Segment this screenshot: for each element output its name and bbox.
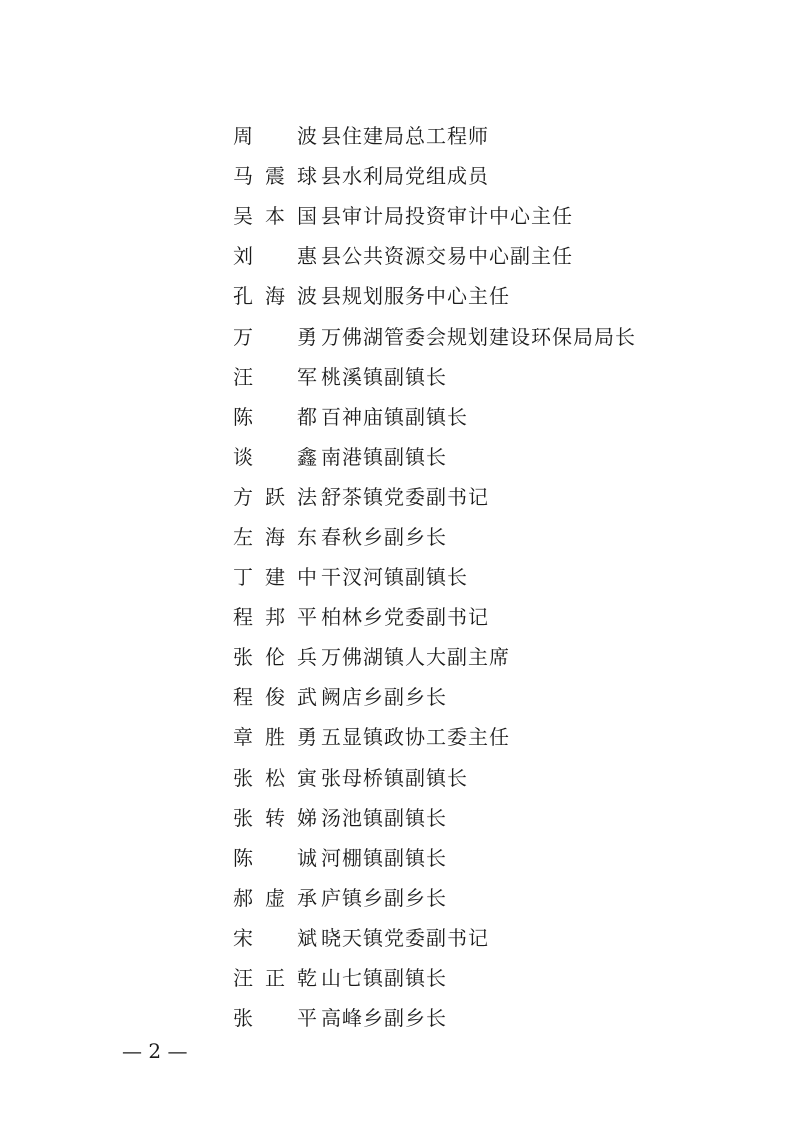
- member-name: 左海东: [233, 524, 317, 549]
- member-title: 桃溪镇副镇长: [321, 364, 447, 389]
- member-name: 马震球: [233, 164, 317, 189]
- member-title: 庐镇乡副乡长: [321, 885, 447, 910]
- member-title: 舒茶镇党委副书记: [321, 484, 489, 509]
- roster-row: [233, 637, 636, 677]
- roster-row: [233, 878, 636, 918]
- member-title: 河棚镇副镇长: [321, 845, 447, 870]
- member-title: 百神庙镇副镇长: [321, 404, 468, 429]
- roster-row: [233, 597, 636, 637]
- roster-row: [233, 717, 636, 757]
- roster-row: [233, 958, 636, 998]
- roster-row: [233, 477, 636, 517]
- roster-row: [233, 156, 636, 196]
- member-name: 刘惠: [233, 244, 317, 269]
- member-name: 陈都: [233, 404, 317, 429]
- member-name: 程俊武: [233, 685, 317, 710]
- member-title: 县水利局党组成员: [321, 164, 489, 189]
- member-title: 南港镇副镇长: [321, 444, 447, 469]
- member-name: 万勇: [233, 324, 317, 349]
- member-name: 孔海波: [233, 284, 317, 309]
- roster-row: [233, 357, 636, 397]
- member-name: 章胜勇: [233, 725, 317, 750]
- member-title: 高峰乡副乡长: [321, 1006, 447, 1031]
- roster-row: [233, 437, 636, 477]
- member-name: 吴本国: [233, 204, 317, 229]
- roster-row: [233, 517, 636, 557]
- member-title: 县规划服务中心主任: [321, 284, 510, 309]
- roster-row: [233, 236, 636, 276]
- roster-row: [233, 918, 636, 958]
- member-title: 张母桥镇副镇长: [321, 765, 468, 790]
- roster-row: [233, 397, 636, 437]
- member-title: 万佛湖管委会规划建设环保局局长: [321, 324, 636, 349]
- roster-row: [233, 316, 636, 356]
- member-name: 周波: [233, 124, 317, 149]
- roster-row: [233, 557, 636, 597]
- member-title: 汤池镇副镇长: [321, 805, 447, 830]
- member-title: 晓天镇党委副书记: [321, 925, 489, 950]
- member-name: 谈鑫: [233, 444, 317, 469]
- member-title: 春秋乡副乡长: [321, 524, 447, 549]
- member-name: 宋斌: [233, 925, 317, 950]
- member-title: 县审计局投资审计中心主任: [321, 204, 573, 229]
- roster-row: [233, 116, 636, 156]
- member-name: 汪正乾: [233, 966, 317, 991]
- member-name: 程邦平: [233, 605, 317, 630]
- roster-row: [233, 758, 636, 798]
- page-number: — 2 —: [122, 1039, 188, 1063]
- member-title: 山七镇副镇长: [321, 966, 447, 991]
- member-name: 郝虚承: [233, 885, 317, 910]
- member-title: 县公共资源交易中心副主任: [321, 244, 573, 269]
- member-roster: [233, 116, 636, 1038]
- member-name: 张伦兵: [233, 645, 317, 670]
- roster-row: [233, 838, 636, 878]
- member-name: 丁建中: [233, 565, 317, 590]
- member-name: 汪军: [233, 364, 317, 389]
- roster-row: [233, 276, 636, 316]
- member-title: 阙店乡副乡长: [321, 685, 447, 710]
- member-name: 张平: [233, 1006, 317, 1031]
- member-title: 县住建局总工程师: [321, 124, 489, 149]
- member-title: 干汊河镇副镇长: [321, 565, 468, 590]
- member-title: 万佛湖镇人大副主席: [321, 645, 510, 670]
- member-title: 五显镇政协工委主任: [321, 725, 510, 750]
- roster-row: [233, 196, 636, 236]
- roster-row: [233, 998, 636, 1038]
- member-name: 方跃法: [233, 484, 317, 509]
- member-title: 柏林乡党委副书记: [321, 605, 489, 630]
- member-name: 张松寅: [233, 765, 317, 790]
- member-name: 陈诚: [233, 845, 317, 870]
- roster-row: [233, 798, 636, 838]
- roster-row: [233, 677, 636, 717]
- member-name: 张转娣: [233, 805, 317, 830]
